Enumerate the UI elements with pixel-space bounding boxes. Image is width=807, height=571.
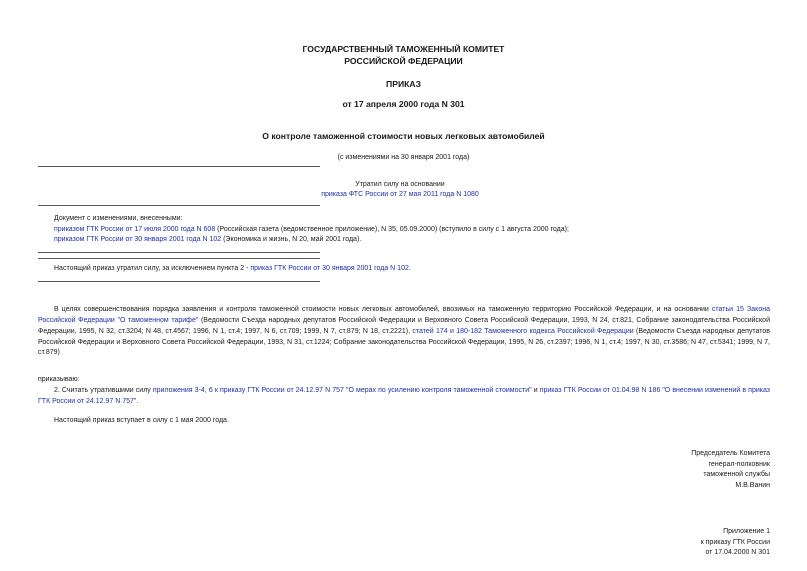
doc-date-number: от 17 апреля 2000 года N 301 — [342, 98, 465, 109]
preamble-text: В целях совершенствования порядка заявления и контроля таможенной стоимости новых легковых автомобилей, ввозимых на таможенную территорию Российской Федерации, и на основании — [54, 306, 712, 313]
document-header — [0, 44, 807, 110]
point-2-paragraph — [38, 386, 770, 408]
invalid-notice-text: Утратил силу на основании — [355, 181, 445, 188]
change-item — [54, 225, 774, 236]
partial-invalid-link[interactable]: приказ ГТК России от 30 января 2001 года N 102 — [250, 265, 409, 272]
change-link[interactable]: приказом ГТК России от 17 июля 2000 года N 608 — [54, 225, 216, 233]
point-text: . — [136, 397, 139, 405]
point-text: 2. Считать утратившими силу — [54, 387, 153, 394]
divider — [38, 258, 320, 259]
appendix-line: к приказу ГТК России — [700, 538, 770, 546]
punctuation: . — [408, 265, 411, 272]
divider — [38, 205, 320, 206]
signature-name: М.В.Ванин — [735, 481, 770, 489]
effective-date-note: Настоящий приказ вступает в силу с 1 мая 2000 года. — [54, 417, 229, 424]
divider — [38, 252, 320, 253]
divider — [38, 281, 320, 282]
org-name-line1: ГОСУДАРСТВЕННЫЙ ТАМОЖЕННЫЙ КОМИТЕТ — [302, 44, 505, 54]
order-link[interactable]: приказ ГТК России от 01.04.98 N 186 "О внесении изменений в приказ ГТК России от 24.12.97 N 757" — [38, 387, 770, 405]
preamble-paragraph — [38, 305, 770, 359]
preamble-text: (Ведомости Съезда народных депутатов Российской Федерации и Верховного Совета Российской Федерации, 1993, N 24, ст.821, Собрание законодательства Российской Федерации, 1995, N 32, ст.3204; N 48, ст.4567; 1996, N 1, ст.4; 1997, N 6, ст.709; 1999, N 7, ст.879; N 18, ст.2221), — [38, 316, 770, 335]
signature-line: таможенной службы — [703, 471, 770, 478]
doc-title: О контроле таможенной стоимости новых легковых автомобилей — [262, 131, 545, 141]
divider — [38, 166, 320, 167]
annex-link[interactable]: приложения 3-4, 6 к приказу ГТК России от 24.12.97 N 757 "О мерах по усилению контроля таможенной стоимости" — [152, 387, 532, 394]
change-link[interactable]: приказом ГТК России от 30 января 2001 года N 102 — [54, 236, 222, 243]
customs-code-link[interactable]: статей 174 и 180-182 Таможенного кодекса Российской Федерации — [412, 327, 634, 335]
change-item — [54, 235, 774, 246]
change-details: (Российская газета (ведомственное приложение), N 35, 05.09.2000) (вступило в силу с 1 августа 2000 года); — [215, 225, 569, 233]
org-name-line2: РОССИЙСКОЙ ФЕДЕРАЦИИ — [344, 55, 463, 66]
revision-note: (с изменениями на 30 января 2001 года) — [337, 154, 470, 161]
point-text: и — [531, 387, 540, 394]
changes-intro: Документ с изменениями, внесенными: — [54, 215, 183, 222]
appendix-line: Приложение 1 — [723, 528, 770, 535]
appendix-block — [560, 527, 770, 559]
changes-block — [54, 214, 774, 246]
signature-block — [560, 449, 770, 491]
law-link[interactable]: статьи 15 Закона Российской Федерации "О таможенном тарифе" — [38, 306, 770, 324]
signature-line: Председатель Комитета — [691, 450, 770, 457]
appendix-line: от 17.04.2000 N 301 — [705, 549, 770, 556]
signature-line: генерал-полковник — [708, 460, 770, 468]
partial-invalid-text: Настоящий приказ утратил силу, за исключением пункта 2 - — [54, 265, 251, 272]
preamble-text: (Ведомости Съезда народных депутатов Российской Федерации и Верховного Совета Российской Федерации, 1993, N 31, ст.1224; Собрание законодательства Российской Федерации, 1995, N 26, ст.2397; 1996, N 1, ст.4; 1997, N 30, ст.3586; N 47, ст.5341; 1999, N 7, ст.879) — [38, 327, 770, 357]
order-word: приказываю: — [38, 376, 80, 383]
invalid-notice-link[interactable]: приказа ФТС России от 27 мая 2011 года N 1080 — [321, 191, 479, 199]
partial-invalid-note — [54, 264, 774, 274]
change-details: (Экономика и жизнь, N 20, май 2001 года). — [221, 236, 362, 243]
invalid-notice — [280, 180, 520, 200]
doc-type: ПРИКАЗ — [386, 79, 421, 90]
